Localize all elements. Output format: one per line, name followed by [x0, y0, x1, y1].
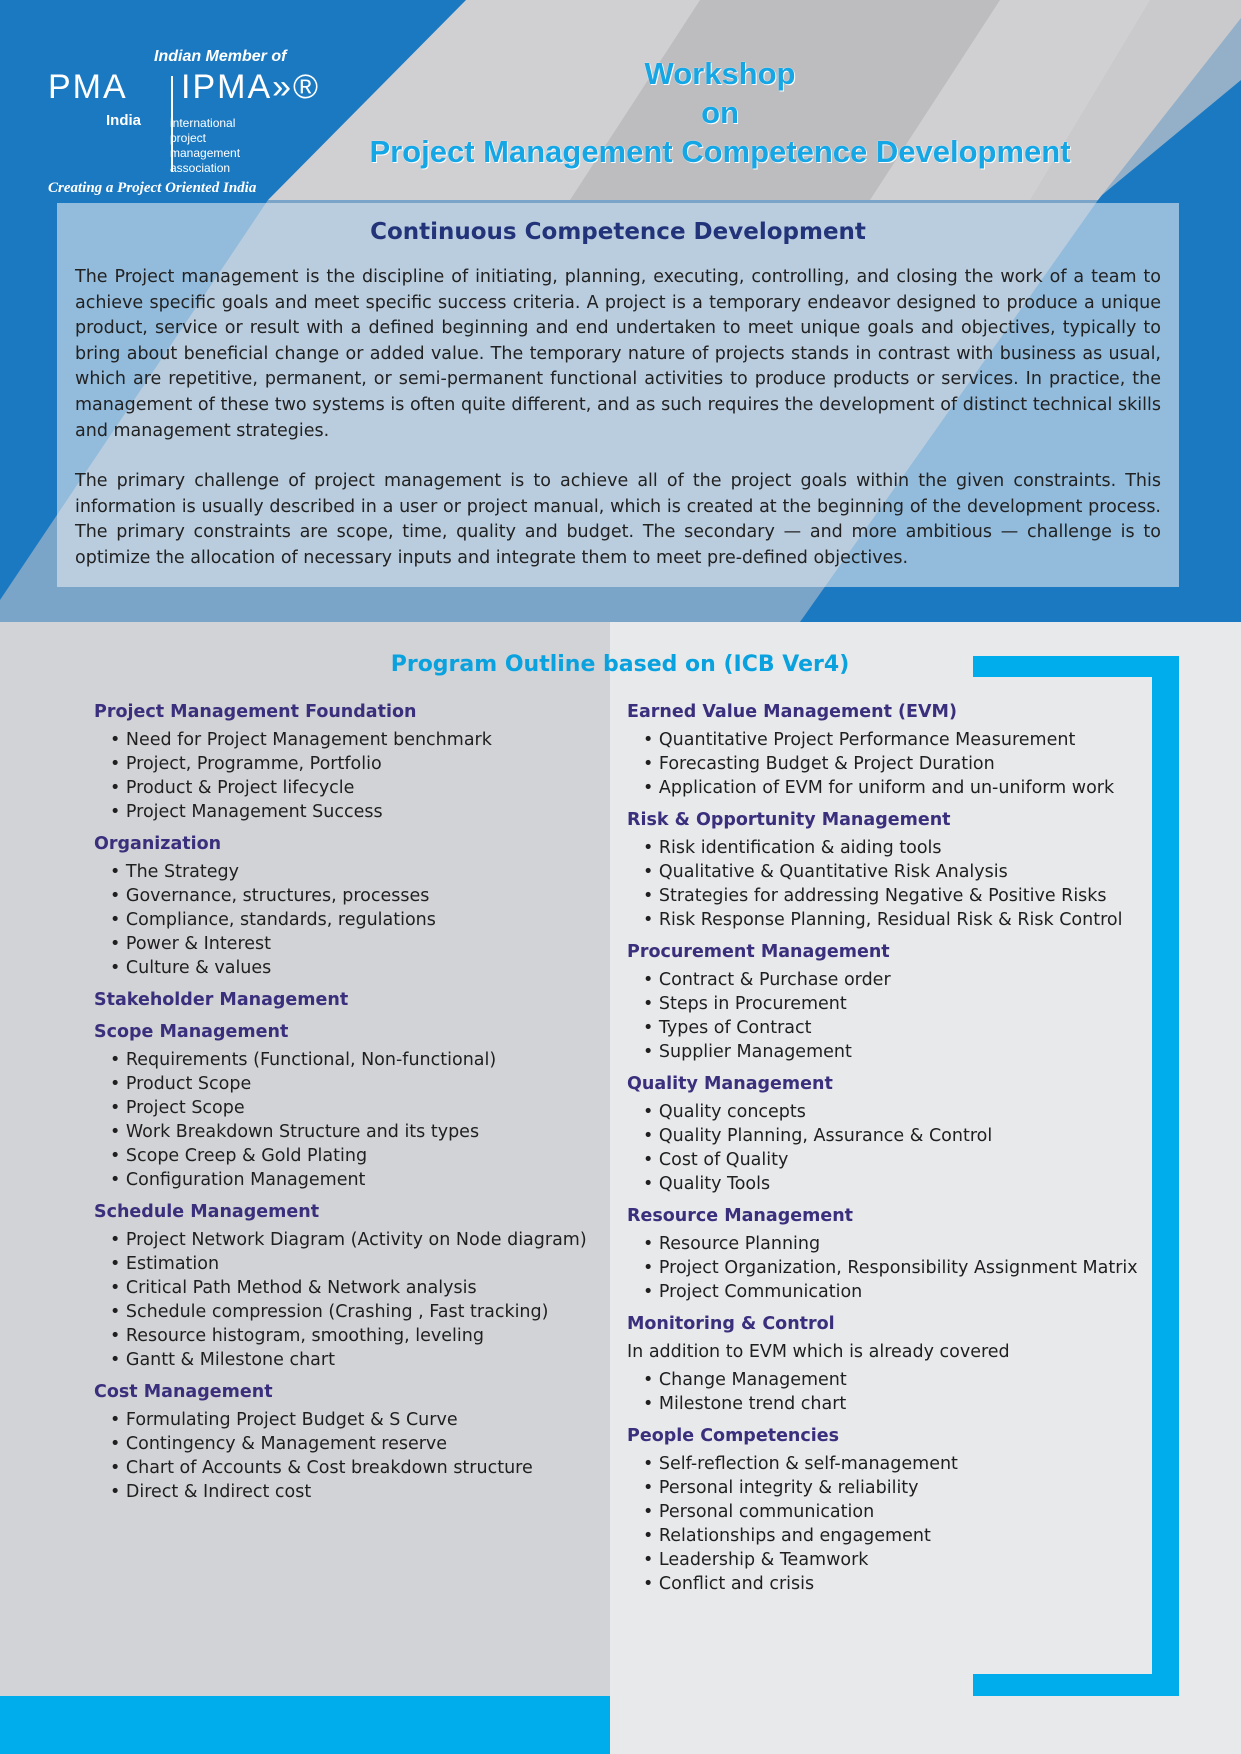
bullet-item: • Resource histogram, smoothing, leveling	[110, 1324, 594, 1348]
section-quality-management	[627, 1072, 1147, 1196]
bullet-item: • Requirements (Functional, Non-functional)	[110, 1048, 594, 1072]
intro-paragraph-1: The Project management is the discipline of initiating, planning, executing, controlling, and closing the work of a team to achieve specific goals and meet specific success criteria. A project is a temporary endeavor designed to produce a unique product, service or result with a defined beginning and end undertaken to meet unique goals and objectives, typically to bring about beneficial change or added value. The temporary nature of projects stands in contrast with business as usual, which are repetitive, permanent, or semi-permanent functional activities to produce products or services. In practice, the management of these two systems is often quite different, and as such requires the development of distinct technical skills and management strategies.	[75, 267, 1161, 441]
bullet-item: • Contract & Purchase order	[643, 968, 1147, 992]
bullet-item: • Types of Contract	[643, 1016, 1147, 1040]
bullet-item: • Project Scope	[110, 1096, 594, 1120]
outline-right-column	[627, 700, 1147, 1604]
intro-heading: Continuous Competence Development	[370, 219, 866, 245]
bullet-item: • Application of EVM for uniform and un-uniform work	[643, 776, 1147, 800]
logo-ipma: IPMA»®	[181, 68, 321, 106]
section-heading: Organization	[94, 834, 222, 854]
logo-pma: PMA	[48, 68, 128, 106]
section-heading: Cost Management	[94, 1382, 273, 1402]
section-note: In addition to EVM which is already covered	[627, 1342, 1010, 1362]
logo-member-text: Indian Member of	[154, 48, 287, 65]
bullet-item: • Conflict and crisis	[643, 1572, 1147, 1596]
section-organization	[94, 832, 594, 980]
section-bullet-list	[627, 836, 1147, 932]
bullet-item: • Project Management Success	[110, 800, 594, 824]
bullet-item: • Governance, structures, processes	[110, 884, 594, 908]
bullet-item: • Leadership & Teamwork	[643, 1548, 1147, 1572]
section-bullet-list	[627, 1452, 1147, 1596]
title-line-1: Workshop	[644, 56, 796, 91]
section-earned-value-management-evm	[627, 700, 1147, 800]
title-line-3: Project Management Competence Development	[369, 134, 1071, 169]
bullet-item: • Work Breakdown Structure and its types	[110, 1120, 594, 1144]
bullet-item: • Risk Response Planning, Residual Risk & Risk Control	[643, 908, 1147, 932]
bullet-item: • Power & Interest	[110, 932, 594, 956]
bullet-item: • Schedule compression (Crashing , Fast tracking)	[110, 1300, 594, 1324]
section-monitoring-control	[627, 1312, 1147, 1416]
section-bullet-list	[94, 1228, 594, 1372]
bullet-item: • Steps in Procurement	[643, 992, 1147, 1016]
bullet-item: • Project Communication	[643, 1280, 1147, 1304]
section-people-competencies	[627, 1424, 1147, 1596]
bullet-item: • Critical Path Method & Network analysis	[110, 1276, 594, 1300]
section-bullet-list	[94, 1408, 594, 1504]
footer-bar	[0, 1696, 610, 1754]
bullet-item: • Compliance, standards, regulations	[110, 908, 594, 932]
bullet-item: • Gantt & Milestone chart	[110, 1348, 594, 1372]
bullet-item: • Relationships and engagement	[643, 1524, 1147, 1548]
section-heading: Monitoring & Control	[627, 1314, 835, 1334]
section-heading: Schedule Management	[94, 1202, 320, 1222]
bullet-item: • Forecasting Budget & Project Duration	[643, 752, 1147, 776]
bullet-item: • Project Organization, Responsibility Assignment Matrix	[643, 1256, 1147, 1280]
bullet-item: • Change Management	[643, 1368, 1147, 1392]
section-scope-management	[94, 1020, 594, 1192]
bullet-item: • Quality Tools	[643, 1172, 1147, 1196]
bullet-item: • Self-reflection & self-management	[643, 1452, 1147, 1476]
bullet-item: • Personal integrity & reliability	[643, 1476, 1147, 1500]
bullet-item: • Risk identification & aiding tools	[643, 836, 1147, 860]
outline-left-column	[94, 700, 594, 1512]
bullet-item: • Estimation	[110, 1252, 594, 1276]
bullet-item: • Contingency & Management reserve	[110, 1432, 594, 1456]
section-bullet-list	[627, 968, 1147, 1064]
bracket-side-bar	[1152, 656, 1179, 1696]
bullet-item: • Quality Planning, Assurance & Control	[643, 1124, 1147, 1148]
logo-tagline: Creating a Project Oriented India	[48, 180, 257, 196]
logo-association-text: international project management association	[170, 116, 241, 175]
title-line-2: on	[701, 95, 739, 130]
bullet-item: • Strategies for addressing Negative & Positive Risks	[643, 884, 1147, 908]
bullet-item: • Formulating Project Budget & S Curve	[110, 1408, 594, 1432]
bullet-item: • Culture & values	[110, 956, 594, 980]
section-heading: Procurement Management	[627, 942, 890, 962]
section-bullet-list	[94, 860, 594, 980]
section-bullet-list	[627, 1368, 1147, 1416]
section-heading: Risk & Opportunity Management	[627, 810, 951, 830]
bullet-item: • Product & Project lifecycle	[110, 776, 594, 800]
section-bullet-list	[94, 1048, 594, 1192]
section-project-management-foundation	[94, 700, 594, 824]
bullet-item: • Project, Programme, Portfolio	[110, 752, 594, 776]
logo-india: India	[106, 112, 142, 129]
section-heading: Earned Value Management (EVM)	[627, 702, 957, 722]
section-bullet-list	[627, 1100, 1147, 1196]
bullet-item: • Need for Project Management benchmark	[110, 728, 594, 752]
section-heading: Scope Management	[94, 1022, 289, 1042]
bullet-item: • Supplier Management	[643, 1040, 1147, 1064]
intro-paragraph-2: The primary challenge of project management is to achieve all of the project goals within the given constraints. This information is usually described in a user or project manual, which is created at the beginning of the development process. The primary constraints are scope, time, quality and budget. The secondary — and more ambitious — challenge is to optimize the allocation of necessary inputs and integrate them to meet pre-defined objectives.	[75, 471, 1161, 568]
bullet-item: • Product Scope	[110, 1072, 594, 1096]
pma-ipma-logo	[48, 48, 321, 198]
section-schedule-management	[94, 1200, 594, 1372]
bullet-item: • Configuration Management	[110, 1168, 594, 1192]
bullet-item: • The Strategy	[110, 860, 594, 884]
section-cost-management	[94, 1380, 594, 1504]
program-outline-title: Program Outline based on (ICB Ver4)	[390, 652, 850, 677]
section-bullet-list	[627, 728, 1147, 800]
bullet-item: • Milestone trend chart	[643, 1392, 1147, 1416]
section-heading: Stakeholder Management	[94, 990, 349, 1010]
bracket-top-bar	[973, 656, 1179, 677]
section-bullet-list	[94, 728, 594, 824]
section-stakeholder-management	[94, 988, 594, 1012]
section-procurement-management	[627, 940, 1147, 1064]
section-bullet-list	[627, 1232, 1147, 1304]
bullet-item: • Cost of Quality	[643, 1148, 1147, 1172]
bullet-item: • Resource Planning	[643, 1232, 1147, 1256]
intro-panel	[57, 203, 1179, 587]
section-heading: Project Management Foundation	[94, 702, 417, 722]
bullet-item: • Chart of Accounts & Cost breakdown structure	[110, 1456, 594, 1480]
section-resource-management	[627, 1204, 1147, 1304]
bullet-item: • Scope Creep & Gold Plating	[110, 1144, 594, 1168]
bullet-item: • Personal communication	[643, 1500, 1147, 1524]
bullet-item: • Project Network Diagram (Activity on Node diagram)	[110, 1228, 594, 1252]
bullet-item: • Quality concepts	[643, 1100, 1147, 1124]
bullet-item: • Qualitative & Quantitative Risk Analysis	[643, 860, 1147, 884]
section-heading: People Competencies	[627, 1426, 840, 1446]
page-title	[330, 54, 1110, 171]
bracket-bottom-bar	[973, 1674, 1179, 1696]
section-heading: Quality Management	[627, 1074, 833, 1094]
bullet-item: • Quantitative Project Performance Measurement	[643, 728, 1147, 752]
section-heading: Resource Management	[627, 1206, 854, 1226]
section-risk-opportunity-management	[627, 808, 1147, 932]
bullet-item: • Direct & Indirect cost	[110, 1480, 594, 1504]
